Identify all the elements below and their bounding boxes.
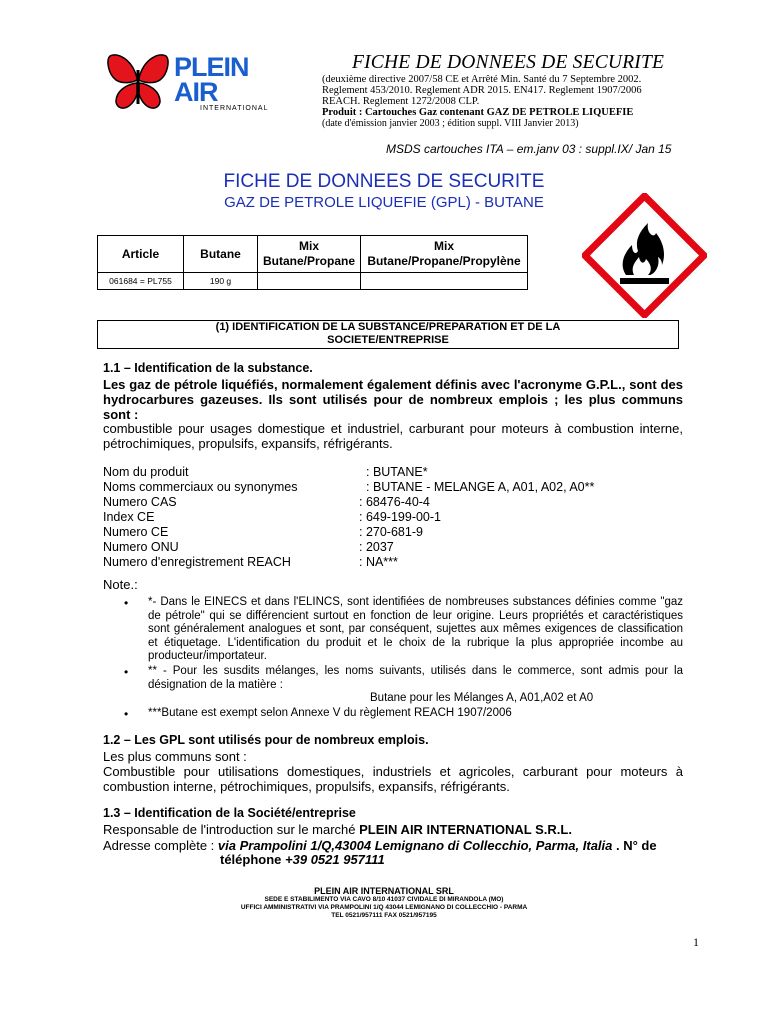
note-item-sub: Butane pour les Mélanges A, A01,A02 et A0 [370, 692, 594, 704]
table-cell [361, 273, 528, 290]
footer [0, 886, 768, 920]
article-table [97, 235, 528, 290]
note-label: Note.: [103, 577, 138, 592]
butterfly-icon [106, 52, 170, 114]
table-header-cell: Mix Butane/Propane [258, 236, 361, 273]
page-number: 1 [693, 935, 699, 949]
prop-value: : 68476-40-4 [359, 495, 430, 509]
table-cell: 061684 = PL755 [98, 273, 184, 290]
prop-label: Noms commerciaux ou synonymes [103, 480, 298, 494]
substance-intro: Les gaz de pétrole liquéfiés, normalement également définis avec l'acronyme G.P.L., sont des hydrocarbures gazeuses. Ils sont utilisés pour de nombreux emplois ; les plus communs sont : [103, 377, 683, 422]
address-value: via Prampolini 1/Q,43004 Lemignano di Collecchio, Parma, Italia [217, 838, 613, 853]
table-cell: 190 g [184, 273, 258, 290]
address-tail: . N° de [616, 838, 657, 853]
table-cell [258, 273, 361, 290]
phone-line [220, 852, 385, 867]
header-product: Produit : Cartouches Gaz contenant GAZ DE PETROLE LIQUEFIE [322, 107, 634, 118]
prop-label: Numero d'enregistrement REACH [103, 555, 291, 569]
bullet-icon: • [124, 665, 129, 679]
flammable-hazard-icon [582, 193, 707, 318]
prop-value: : 270-681-9 [359, 525, 423, 539]
footer-line: UFFICI AMMINISTRATIVI VIA PRAMPOLINI 1/Q 43044 LEMIGNANO DI COLLECCHIO - PARMA [240, 904, 528, 911]
logo-text-plein: PLEIN [174, 52, 249, 82]
header-line-1: (deuxième directive 2007/58 CE et Arrêté Min. Santé du 7 Septembre 2002. [322, 74, 642, 85]
header-date: (date d'émission janvier 2003 ; édition suppl. VIII Janvier 2013) [322, 118, 579, 129]
prop-value: : BUTANE* [366, 465, 428, 479]
note-item: ***Butane est exempt selon Annexe V du règlement REACH 1907/2006 [148, 707, 512, 719]
table-header-cell: Article [98, 236, 184, 273]
prop-value: : 2037 [359, 540, 394, 554]
uses-intro: Les plus communs sont : [103, 749, 247, 764]
address-label: Adresse complète : [103, 838, 215, 853]
note-item: *- Dans le EINECS et dans l'ELINCS, sont identifiées de nombreuses substances définies comme "gaz de pétrole" qui se différencient surtout en fonction de leur origine. Leurs propriétés et caractéristiques sont généralement analogues et sont, par conséquent, sujettes aux mêmes exigences de classification et étiquetage. L'identification du produit et le choix de la rubrique la plus appropriée incombe au producteur/importateur. [148, 596, 683, 662]
address-line [103, 838, 657, 853]
prop-label: Numero CAS [103, 495, 177, 509]
logo-text-international: INTERNATIONAL [200, 105, 269, 112]
uses-text: Combustible pour utilisations domestiques, industriels et agricoles, carburant pour moteurs à combustion interne, pétrochimiques, propulsifs, expansifs, réfrigérants. [103, 764, 683, 794]
prop-label: Nom du produit [103, 465, 189, 479]
header-title: FICHE DE DONNEES DE SECURITE [352, 52, 665, 73]
footer-company: PLEIN AIR INTERNATIONAL SRL [314, 886, 454, 896]
prop-value: : 649-199-00-1 [359, 510, 442, 524]
prop-value: : BUTANE - MELANGE A, A01, A02, A0** [366, 480, 595, 494]
company-logo [106, 52, 269, 114]
main-title: FICHE DE DONNEES DE SECURITE [223, 171, 545, 192]
logo-text-air: AIR [174, 77, 218, 107]
phone-label: téléphone [220, 852, 282, 867]
phone-value: +39 0521 957111 [285, 852, 385, 867]
table-header-cell: Butane [184, 236, 258, 273]
bullet-icon: • [124, 707, 129, 721]
section-1-heading-text: (1) IDENTIFICATION DE LA SUBSTANCE/PREPARATION ET DE LA SOCIETE/ENTREPRISE [215, 321, 561, 346]
heading-1-3: 1.3 – Identification de la Société/entreprise [103, 806, 356, 820]
bullet-icon: • [124, 596, 129, 610]
msds-reference: MSDS cartouches ITA – em.janv 03 : suppl.IX/ Jan 15 [386, 142, 672, 156]
prop-value: : NA*** [359, 555, 398, 569]
footer-line: SEDE E STABILIMENTO VIA CAVO 8/10 41037 CIVIDALE DI MIRANDOLA (MO) [264, 896, 504, 903]
substance-uses: combustible pour usages domestique et industriel, carburant pour moteurs à combustion interne, pétrochimiques, propulsifs, expansifs, réfrigérants. [103, 421, 683, 451]
prop-label: Index CE [103, 510, 155, 524]
responsible-line [103, 822, 572, 837]
table-row [98, 273, 528, 290]
responsible-value: PLEIN AIR INTERNATIONAL S.R.L. [359, 822, 572, 837]
section-1-heading [97, 320, 679, 349]
heading-1-1: 1.1 – Identification de la substance. [103, 361, 313, 375]
footer-line: TEL 0521/957111 FAX 0521/957195 [331, 912, 437, 919]
table-header-cell: Mix Butane/Propane/Propylène [361, 236, 528, 273]
sub-title: GAZ DE PETROLE LIQUEFIE (GPL) - BUTANE [224, 194, 544, 211]
note-item: ** - Pour les susdits mélanges, les noms suivants, utilisés dans le commerce, sont admis pour la désignation de la matière : [148, 665, 683, 691]
prop-label: Numero ONU [103, 540, 179, 554]
prop-label: Numero CE [103, 525, 169, 539]
table-header-row [98, 236, 528, 273]
heading-1-2: 1.2 – Les GPL sont utilisés pour de nombreux emplois. [103, 733, 429, 747]
header-line-3: REACH. Reglement 1272/2008 CLP. [322, 96, 480, 107]
header-line-2: Reglement 453/2010. Reglement ADR 2015. EN417. Reglement 1907/2006 [322, 85, 642, 96]
responsible-label: Responsable de l'introduction sur le marché [103, 822, 356, 837]
